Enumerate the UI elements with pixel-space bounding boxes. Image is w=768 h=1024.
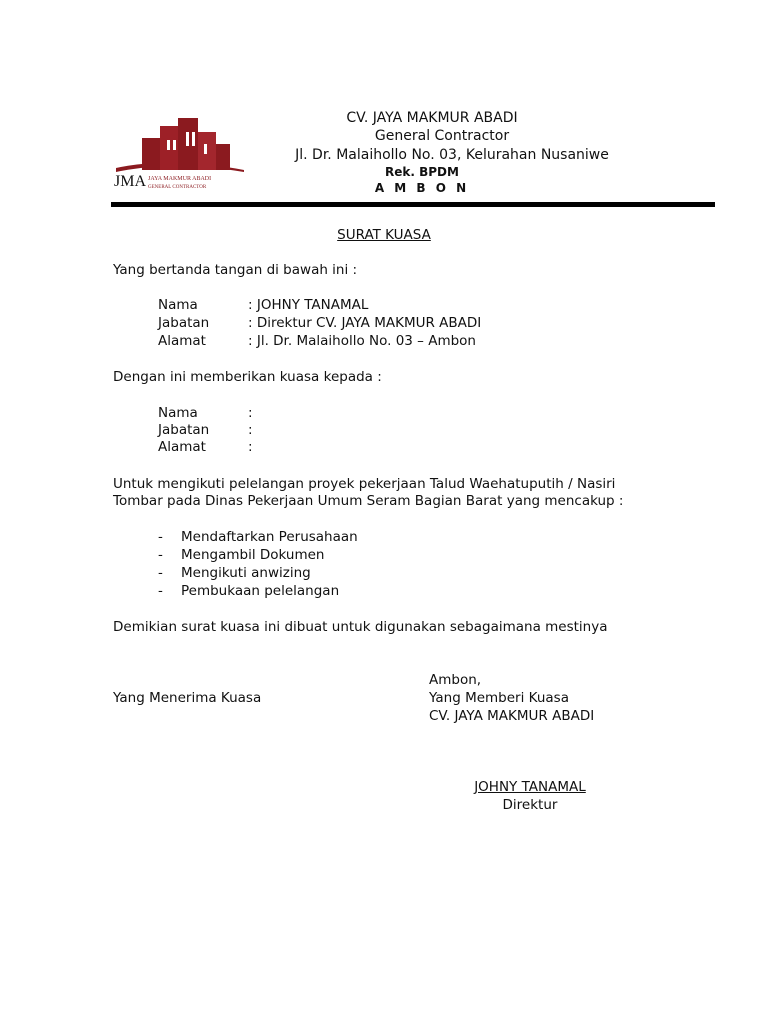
grant-intro-text: Dengan ini memberikan kuasa kepada : [113, 369, 382, 385]
grantor-jabatan-value: : Direktur CV. JAYA MAKMUR ABADI [248, 315, 482, 331]
task-item: Pembukaan pelelangan [181, 583, 340, 599]
purpose-line-1: Untuk mengikuti pelelangan proyek pekerjaan Talud Waehatuputih / Nasiri [113, 476, 616, 492]
document-title: SURAT KUASA [337, 227, 431, 243]
task-bullet: - [158, 565, 163, 581]
task-item: Mengikuti anwizing [181, 565, 311, 581]
grantor-alamat-value: : Jl. Dr. Malaihollo No. 03 – Ambon [248, 333, 476, 349]
grantee-nama-label: Nama [158, 405, 198, 421]
task-bullet: - [158, 547, 163, 563]
receiver-label: Yang Menerima Kuasa [113, 690, 262, 706]
header-divider [111, 202, 715, 207]
logo-monogram: JMA [114, 173, 147, 190]
logo-name: JAYA MAKMUR ABADI [148, 176, 212, 182]
task-item: Mengambil Dokumen [181, 547, 325, 563]
grantor-jabatan-label: Jabatan [158, 315, 210, 331]
grantee-nama-value: : [248, 405, 253, 421]
giver-label: Yang Memberi Kuasa [429, 690, 569, 706]
header-city: A M B O N [374, 181, 470, 195]
grantee-alamat-label: Alamat [158, 439, 206, 455]
task-item: Mendaftarkan Perusahaan [181, 529, 358, 545]
grantee-jabatan-label: Jabatan [158, 422, 210, 438]
grantor-nama-label: Nama [158, 297, 198, 313]
signer-title: Direktur [502, 797, 558, 813]
intro-text: Yang bertanda tangan di bawah ini : [113, 262, 358, 278]
task-bullet: - [158, 583, 163, 599]
grantee-jabatan-value: : [248, 422, 253, 438]
giver-company: CV. JAYA MAKMUR ABADI [429, 708, 595, 724]
logo-subtitle: GENERAL CONTRACTOR [148, 185, 207, 190]
header-type: General Contractor [374, 128, 510, 144]
grantee-alamat-value: : [248, 439, 253, 455]
closing-text: Demikian surat kuasa ini dibuat untuk digunakan sebagaimana mestinya [113, 619, 608, 635]
header-rek: Rek. BPDM [385, 165, 459, 179]
signature-place: Ambon, [429, 672, 482, 688]
purpose-line-2: Tombar pada Dinas Pekerjaan Umum Seram Bagian Barat yang mencakup : [113, 493, 624, 509]
header-company: CV. JAYA MAKMUR ABADI [346, 110, 518, 126]
header-address: Jl. Dr. Malaihollo No. 03, Kelurahan Nusaniwe [295, 147, 609, 163]
grantor-nama-value: : JOHNY TANAMAL [248, 297, 369, 313]
task-bullet: - [158, 529, 163, 545]
signer-name: JOHNY TANAMAL [474, 779, 586, 795]
grantor-alamat-label: Alamat [158, 333, 206, 349]
